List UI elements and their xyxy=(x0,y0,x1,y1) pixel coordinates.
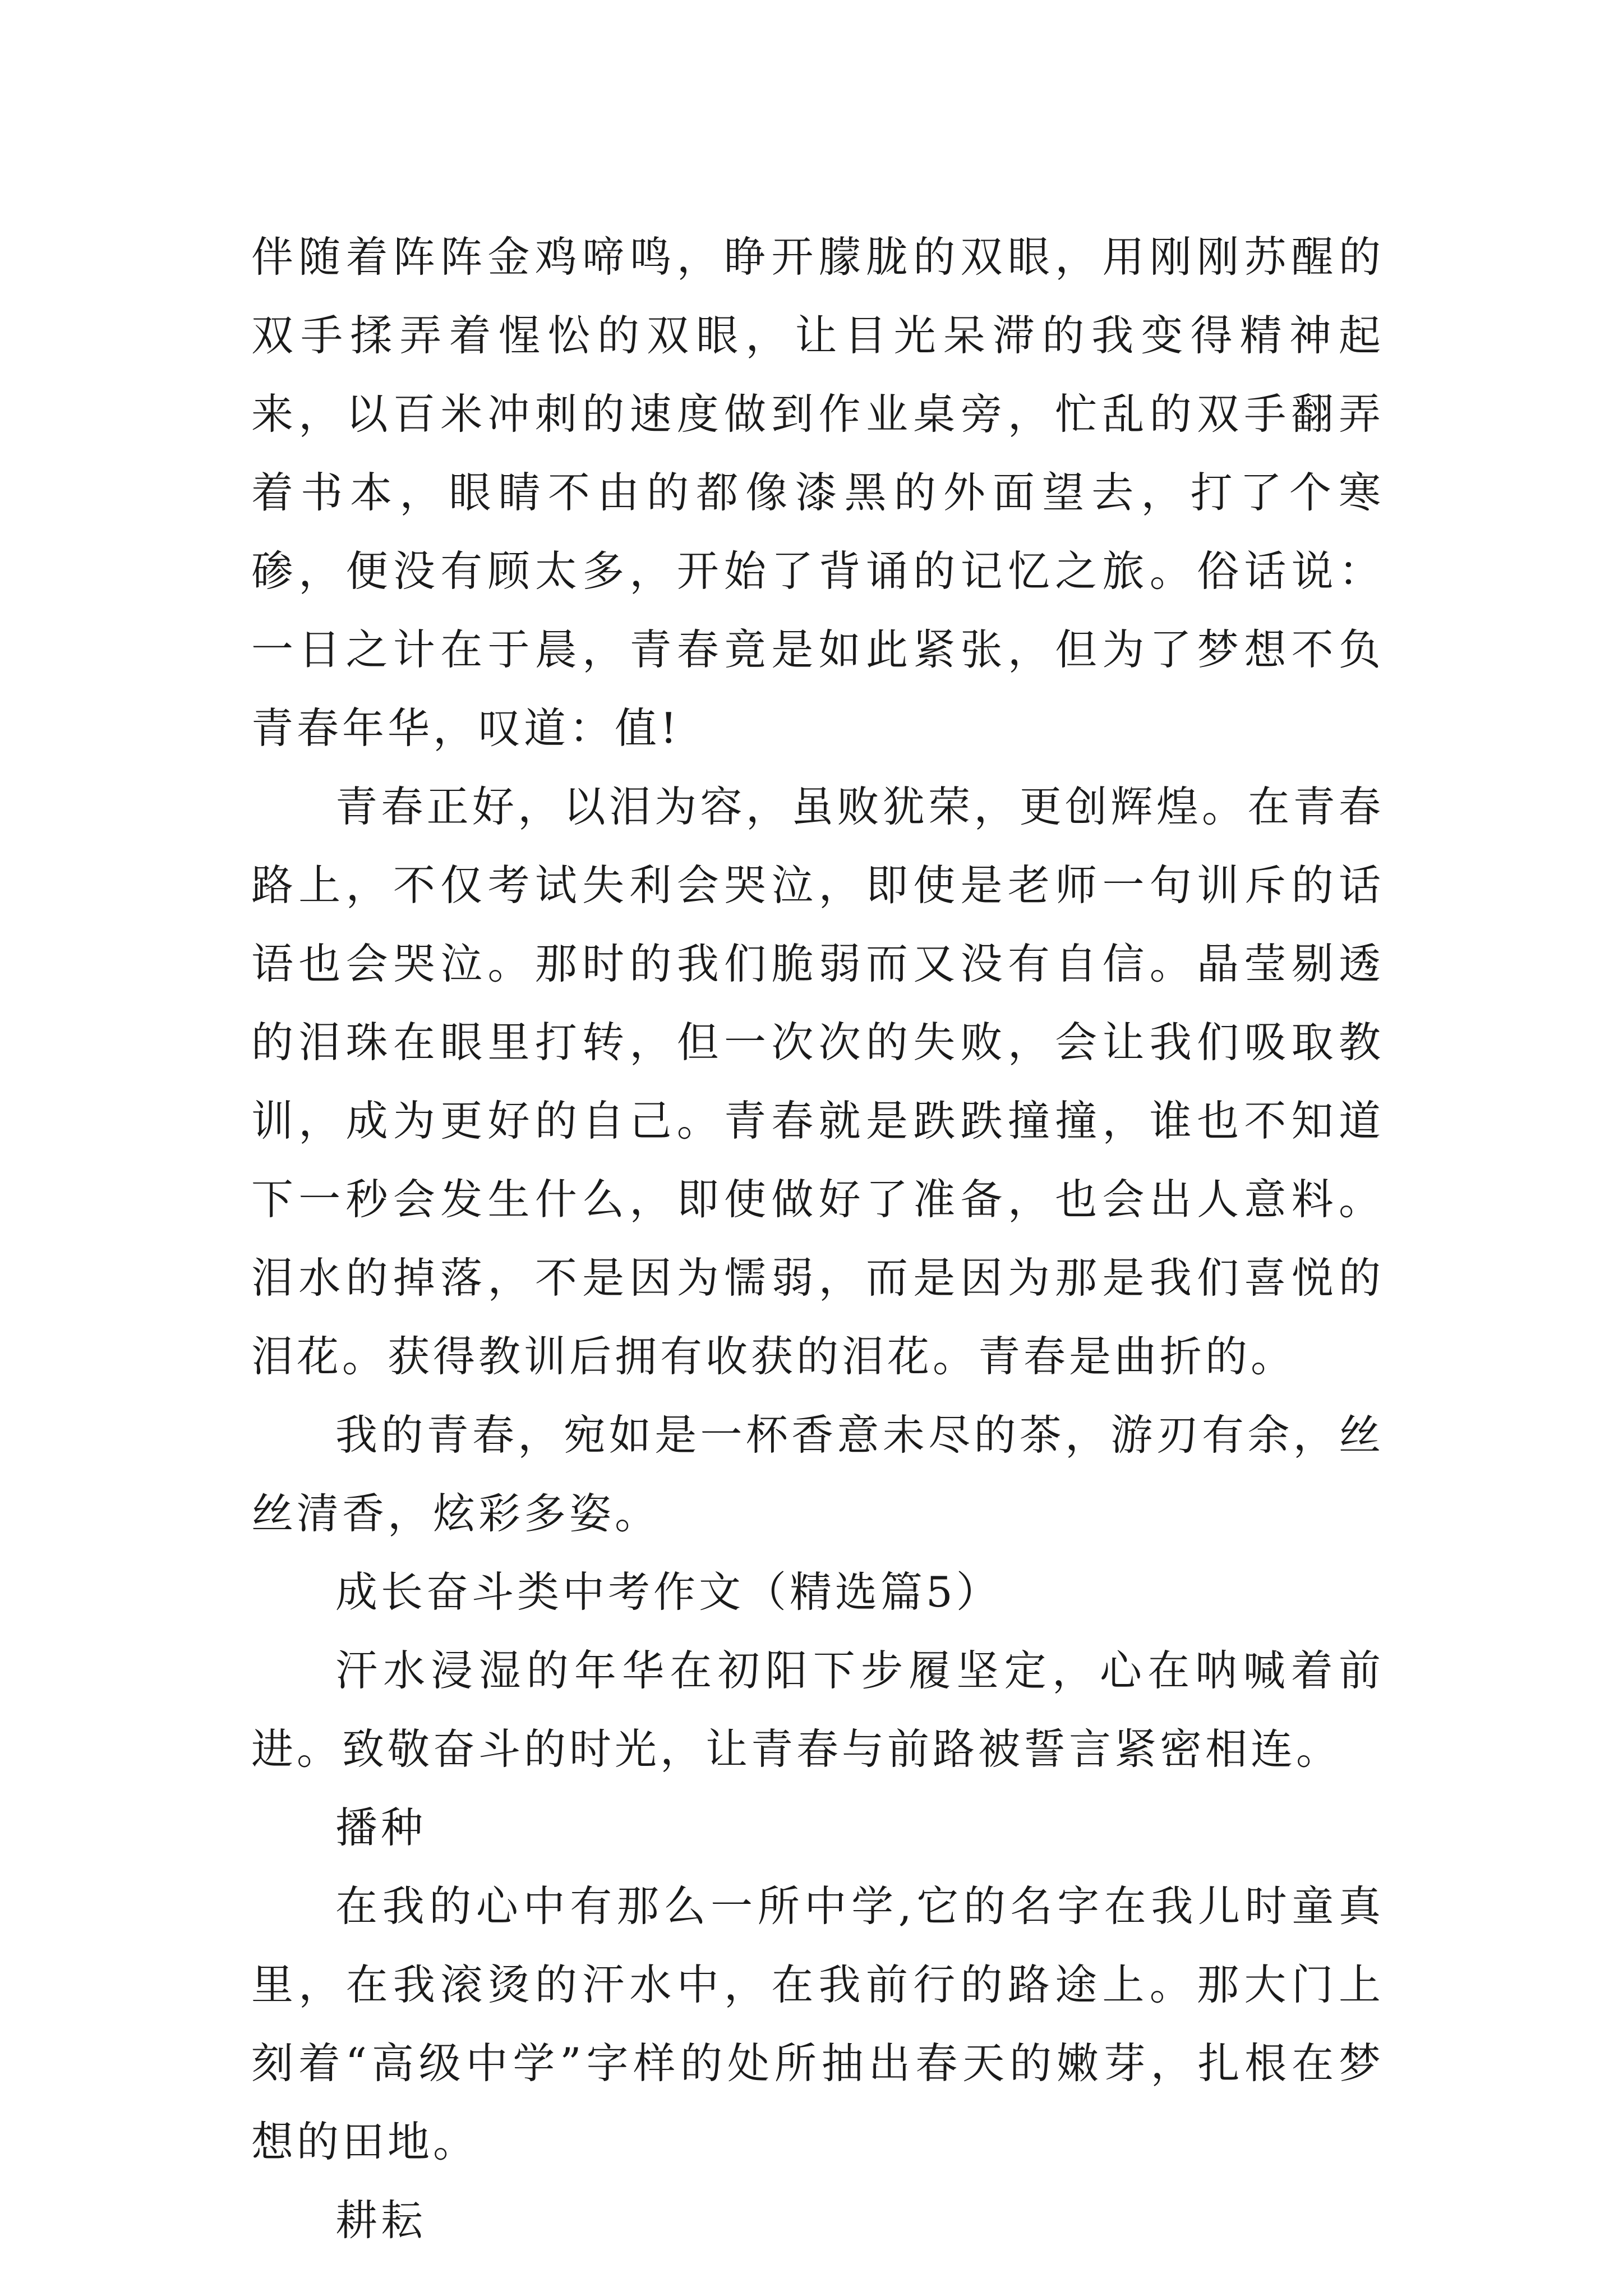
section-heading-sowing: 播种 xyxy=(335,1803,427,1852)
paragraph-middle-school: 在我的心中有那么一所中学,它的名字在我儿时童真里，在我滚烫的汗水中，在我前行的路途上。那大门上刻着“高级中学”字样的处所抽出春天的嫩芽，扎根在梦想的田地。 xyxy=(251,1881,1384,2166)
paragraph-youth-like-tea: 我的青春，宛如是一杯香意未尽的茶，游刃有余，丝丝清香，炫彩多姿。 xyxy=(251,1410,1384,1538)
paragraph-sweat-and-years: 汗水浸湿的年华在初阳下步履坚定，心在呐喊着前进。致敬奋斗的时光，让青春与前路被誓言紧密相连。 xyxy=(251,1646,1384,1774)
section-heading-cultivating: 耕耘 xyxy=(335,2196,427,2245)
paragraph-morning-study: 伴随着阵阵金鸡啼鸣，睁开朦胧的双眼，用刚刚苏醒的双手揉弄着惺忪的双眼，让目光呆滞的我变得精神起来，以百米冲刺的速度做到作业桌旁，忙乱的双手翻弄着书本，眼睛不由的都像漆黑的外面望去，打了个寒碜，便没有顾太多，开始了背诵的记忆之旅。俗话说：一日之计在于晨，青春竟是如此紧张，但为了梦想不负青春年华，叹道：值! xyxy=(251,232,1384,753)
paragraph-tears-of-youth: 青春正好，以泪为容，虽败犹荣，更创辉煌。在青春路上，不仅考试失利会哭泣，即使是老师一句训斥的话语也会哭泣。那时的我们脆弱而又没有自信。晶莹剔透的泪珠在眼里打转，但一次次的失败，会让我们吸取教训，成为更好的自己。青春就是跌跌撞撞，谁也不知道下一秒会发生什么，即使做好了准备，也会出人意料。泪水的掉落，不是因为懦弱，而是因为那是我们喜悦的泪花。获得教训后拥有收获的泪花。青春是曲折的。 xyxy=(251,782,1384,1381)
document-body xyxy=(251,218,1384,2260)
essay-title: 成长奋斗类中考作文（精选篇5） xyxy=(335,1567,1002,1617)
